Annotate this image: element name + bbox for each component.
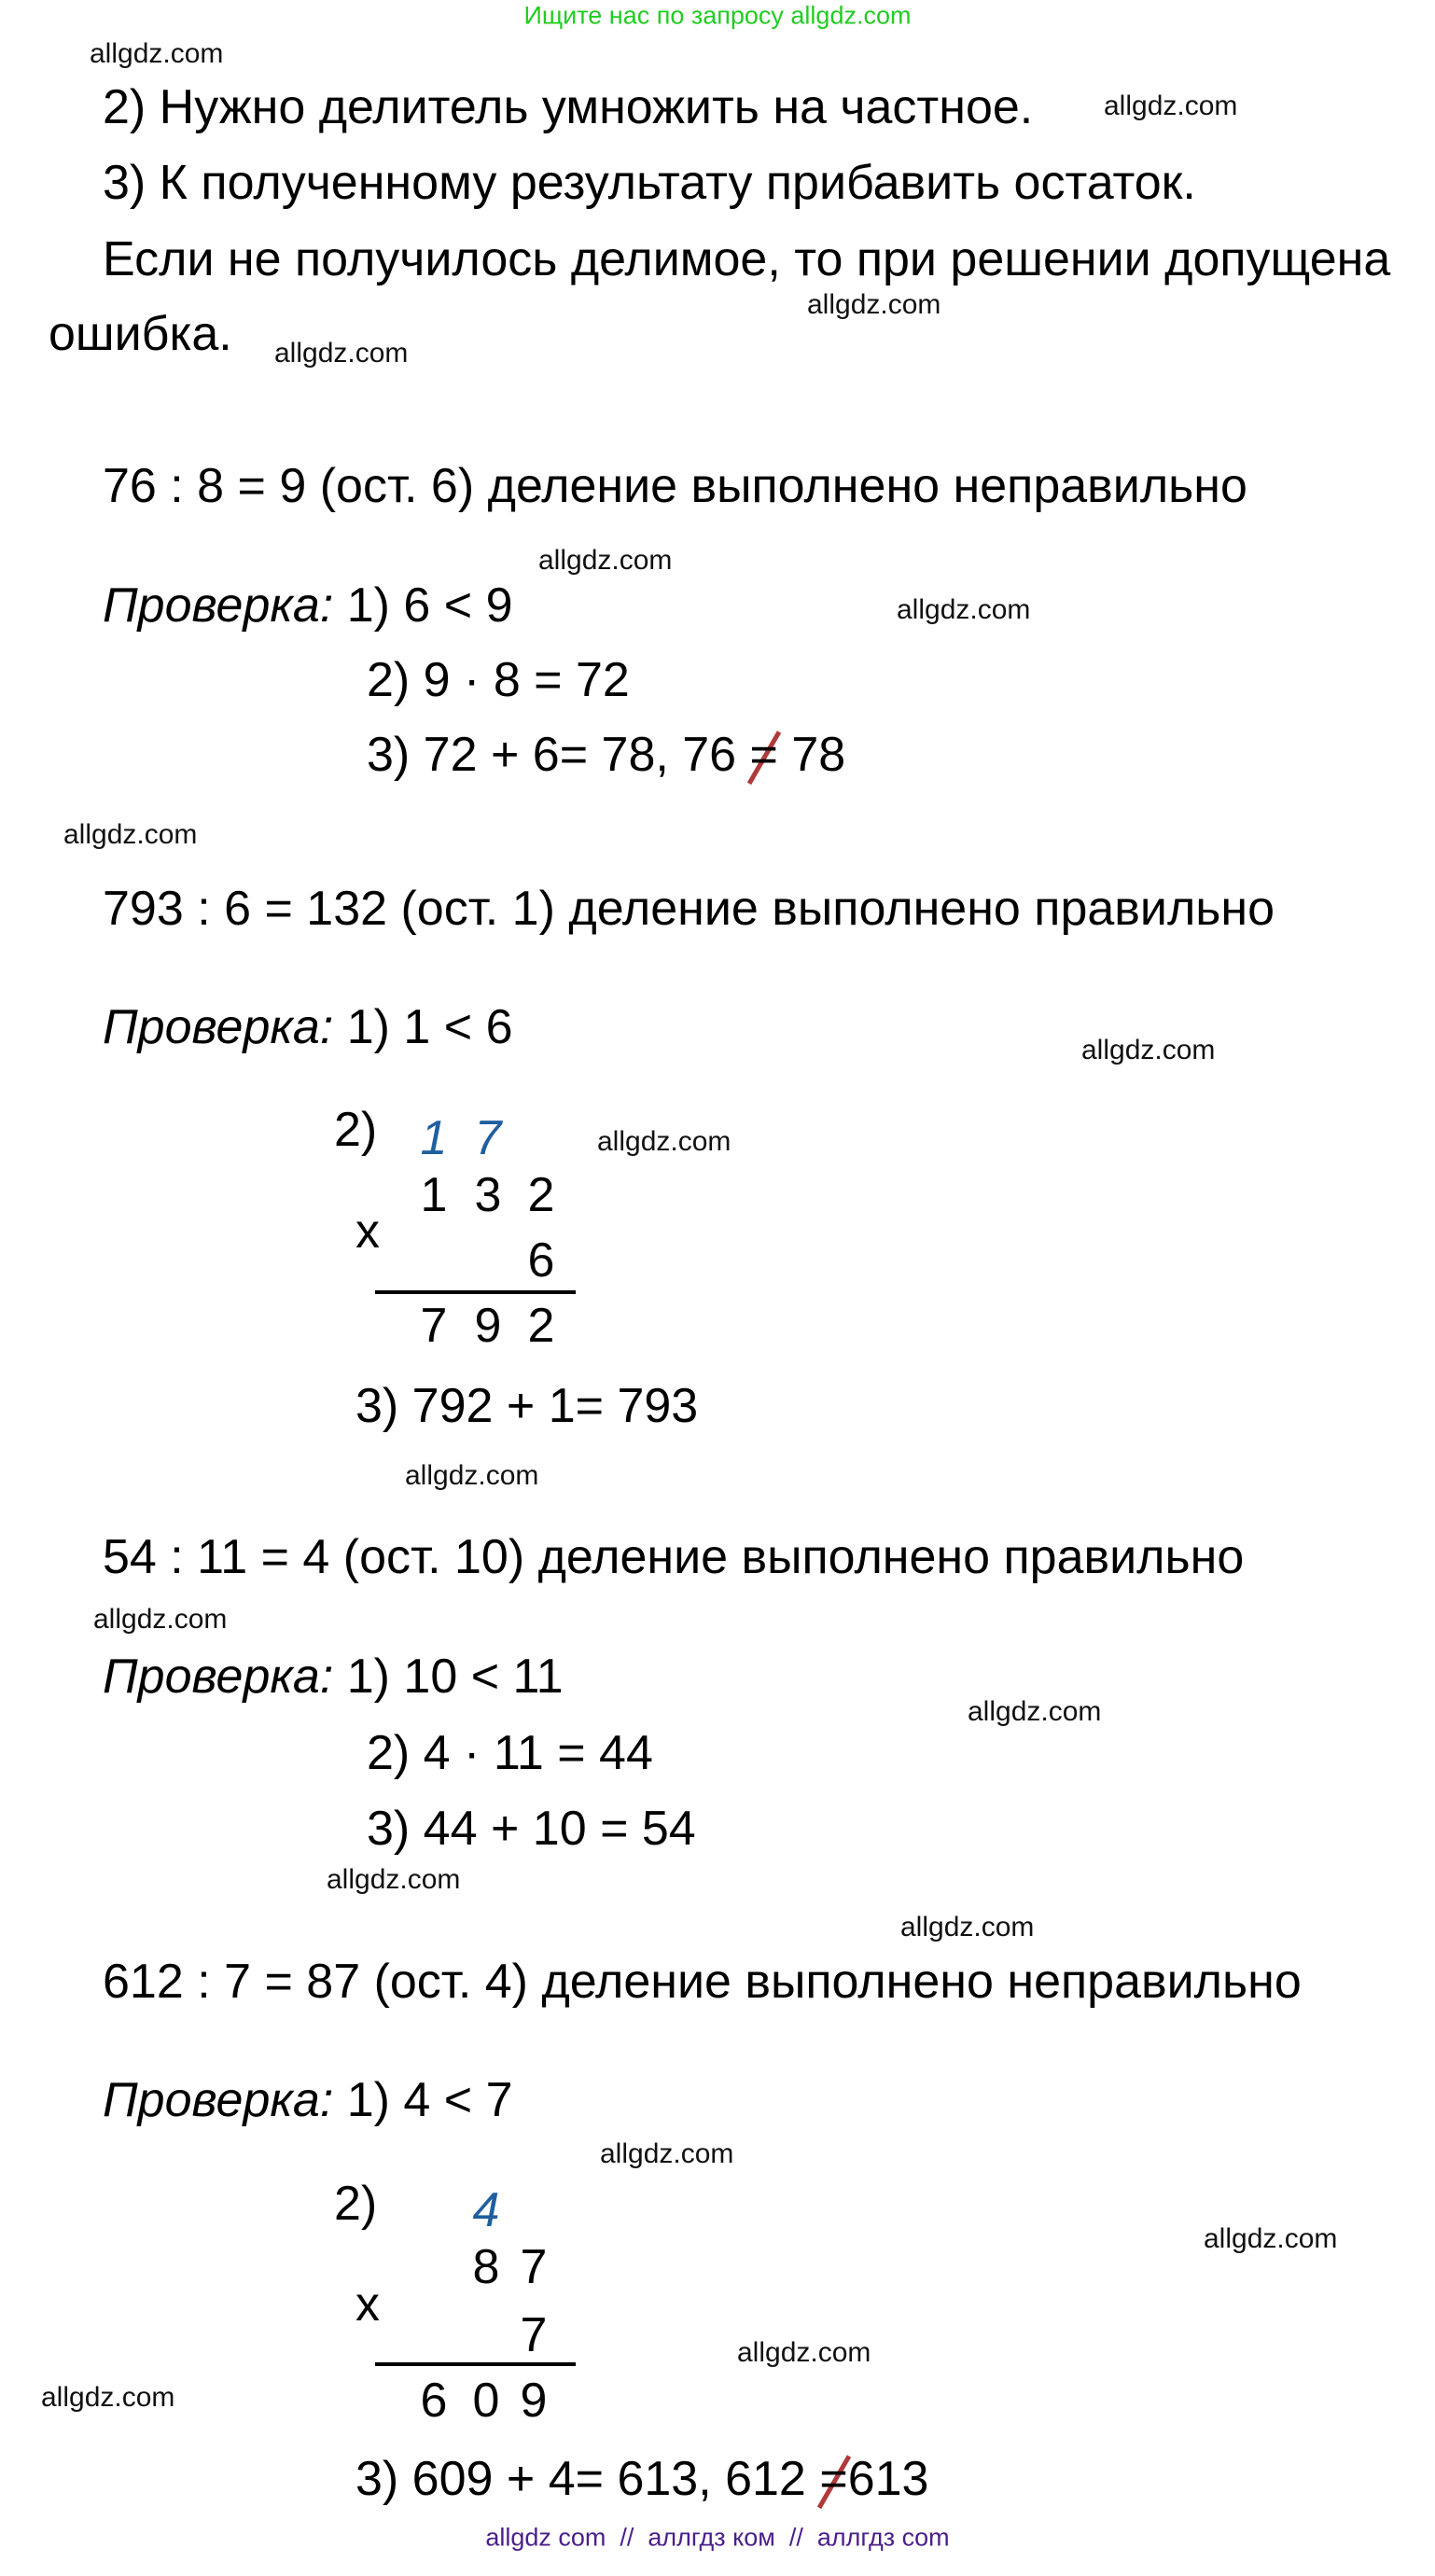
product-digit: 7 — [420, 1299, 448, 1353]
not-equal-group — [749, 728, 778, 782]
multiplier-digit: 6 — [527, 1233, 555, 1288]
check-step-3 — [355, 2452, 929, 2506]
intro-conclusion: Если не получилось делимое, то при решении допущена — [103, 232, 1391, 286]
watermark: allgdz.com — [327, 1864, 461, 1895]
watermark: allgdz.com — [1104, 91, 1238, 121]
check-step-1: 1) 4 < 7 — [346, 2073, 513, 2127]
check-line-1 — [103, 1650, 564, 1704]
check-label: Проверка: — [103, 2073, 334, 2127]
watermark: allgdz.com — [968, 1696, 1102, 1727]
check-step-2: 2) 4 · 11 = 44 — [367, 1726, 653, 1780]
check-label: Проверка: — [103, 578, 334, 633]
watermark: allgdz.com — [597, 1126, 731, 1157]
product-digit: 2 — [527, 1299, 555, 1353]
result-line — [375, 1290, 576, 1294]
watermark: allgdz.com — [405, 1460, 539, 1491]
not-equal-sign: = — [819, 2452, 848, 2506]
check-step-3-right: 78 — [777, 728, 846, 782]
check-step-3: 3) 44 + 10 = 54 — [367, 1802, 696, 1856]
check-step-3-right: 613 — [847, 2452, 929, 2506]
check-step-3-left: 3) 609 + 4= 613, 612 — [355, 2452, 820, 2506]
watermark: allgdz.com — [1081, 1035, 1216, 1065]
watermark: allgdz.com — [274, 338, 409, 369]
problem-statement: 76 : 8 = 9 (ост. 6) деление выполнено неправильно — [103, 459, 1247, 513]
not-equal-group — [819, 2452, 848, 2506]
watermark: allgdz.com — [63, 819, 198, 850]
multiplicand-digit: 1 — [420, 1168, 448, 1222]
search-banner: Ищите нас по запросу allgdz.com — [523, 1, 912, 30]
check-step-2: 2) 9 · 8 = 72 — [367, 653, 630, 707]
multiplicand-digit: 2 — [527, 1168, 555, 1222]
problem-statement: 612 : 7 = 87 (ост. 4) деление выполнено неправильно — [103, 1955, 1302, 2009]
carry-digit: 1 — [420, 1111, 448, 1165]
watermark: allgdz.com — [737, 2337, 871, 2368]
watermark: allgdz.com — [897, 594, 1031, 625]
product-digit: 9 — [474, 1299, 502, 1353]
step-2-label: 2) — [334, 1103, 378, 1157]
intro-step-2: 2) Нужно делитель умножить на частное. — [103, 80, 1034, 134]
check-step-1: 1) 10 < 11 — [346, 1650, 564, 1704]
problem-statement: 54 : 11 = 4 (ост. 10) деление выполнено правильно — [103, 1530, 1245, 1584]
watermark: allgdz.com — [600, 2138, 734, 2169]
problem-statement: 793 : 6 = 132 (ост. 1) деление выполнено правильно — [103, 882, 1275, 936]
not-equal-sign: = — [749, 728, 778, 782]
intro-step-3: 3) К полученному результату прибавить остаток. — [103, 156, 1196, 210]
multiplicand-digit: 7 — [520, 2240, 548, 2294]
check-line-1 — [103, 2073, 513, 2127]
result-line — [375, 2362, 576, 2366]
footer-watermark: allgdz com // аллгдз ком // аллгдз com — [485, 2523, 950, 2552]
check-step-3: 3) 792 + 1= 793 — [355, 1379, 699, 1433]
intro-conclusion-end: ошибка. — [49, 307, 232, 361]
check-line-1 — [103, 1000, 513, 1054]
multiplicand-digit: 3 — [474, 1168, 502, 1222]
watermark: allgdz.com — [41, 2382, 175, 2413]
watermark: allgdz.com — [538, 545, 673, 576]
watermark: allgdz.com — [807, 289, 941, 320]
carry-digit: 4 — [472, 2183, 500, 2237]
multiply-sign: x — [355, 2277, 380, 2332]
product-digit: 9 — [520, 2374, 548, 2428]
check-step-1: 1) 6 < 9 — [346, 578, 513, 633]
check-line-1 — [103, 578, 513, 633]
check-step-3 — [367, 728, 846, 782]
watermark: allgdz.com — [93, 1604, 228, 1635]
product-digit: 6 — [420, 2374, 448, 2428]
check-label: Проверка: — [103, 1000, 334, 1054]
watermark: allgdz.com — [90, 38, 224, 69]
watermark: allgdz.com — [1204, 2223, 1338, 2254]
multiplier-digit: 7 — [520, 2308, 548, 2362]
check-step-3-left: 3) 72 + 6= 78, 76 — [367, 728, 750, 782]
multiplicand-digit: 8 — [472, 2240, 500, 2294]
carry-digit: 7 — [474, 1111, 502, 1165]
product-digit: 0 — [472, 2374, 500, 2428]
multiply-sign: x — [355, 1204, 380, 1259]
check-label: Проверка: — [103, 1650, 334, 1704]
watermark: allgdz.com — [900, 1912, 1035, 1942]
check-step-1: 1) 1 < 6 — [346, 1000, 513, 1054]
step-2-label: 2) — [334, 2177, 378, 2231]
